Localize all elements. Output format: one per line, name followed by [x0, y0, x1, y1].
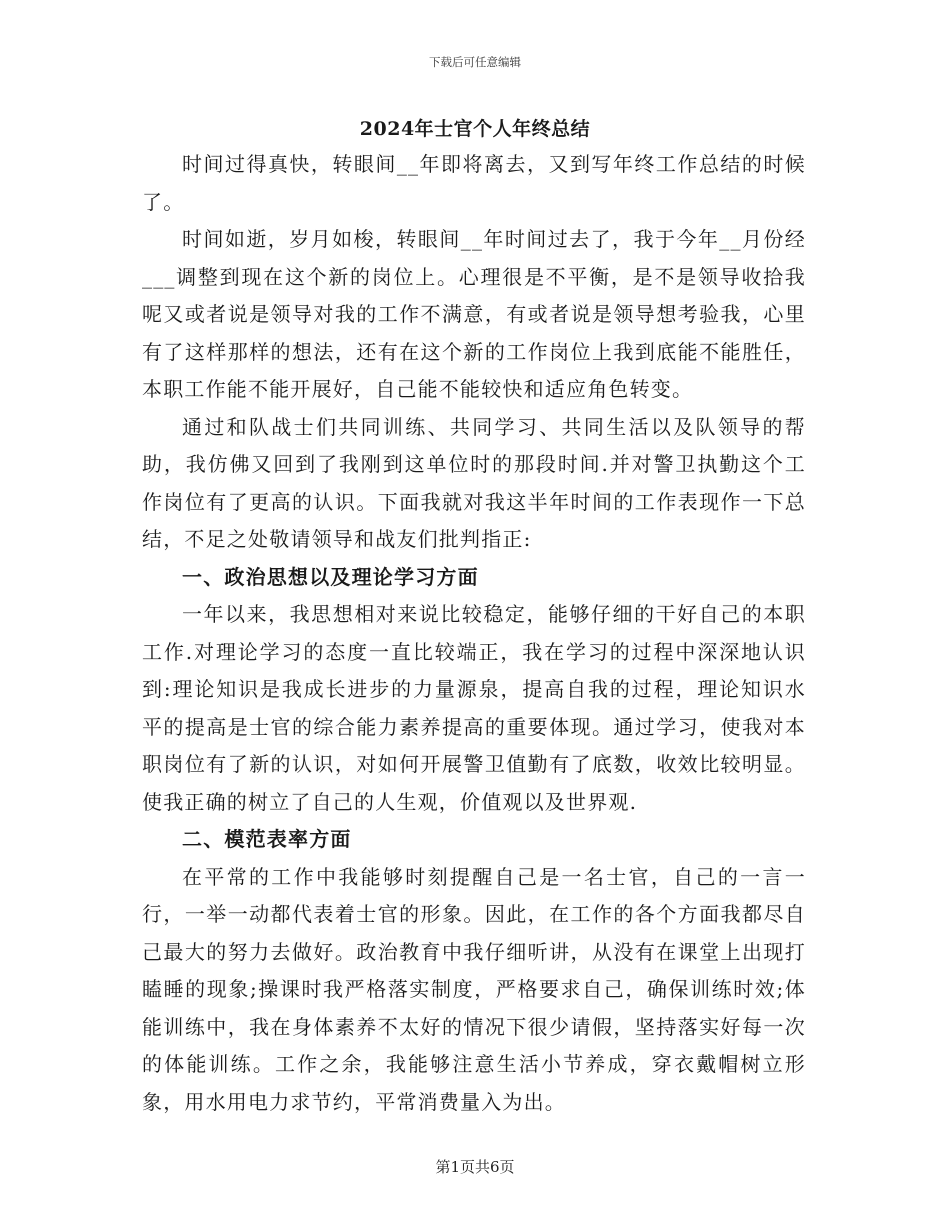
header-note: 下载后可任意编辑: [429, 55, 521, 69]
paragraph-role-model: 在平常的工作中我能够时刻提醒自己是一名士官，自己的一言一行，一举一动都代表着士官的形象。因此，在工作的各个方面我都尽自己最大的努力去做好。政治教育中我仔细听讲，从没有在课堂上出现打瞌睡的现象;操课时我严格落实制度，严格要求自己，确保训练时效;体能训练中，我在身体素养不太好的情况下很少请假，坚持落实好每一次的体能训练。工作之余，我能够注意生活小节养成，穿衣戴帽树立形象，用水用电力求节约，平常消费量入为出。: [142, 864, 806, 1114]
paragraph-intro: 时间过得真快，转眼间__年即将离去，又到写年终工作总结的时候了。: [142, 152, 806, 214]
paragraph-political-study: 一年以来，我思想相对来说比较稳定，能够仔细的干好自己的本职工作.对理论学习的态度一直比较端正，我在学习的过程中深深地认识到:理论知识是我成长进步的力量源泉，提高自我的过程，理论知识水平的提高是士官的综合能力素养提高的重要体现。通过学习，使我对本职岗位有了新的认识，对如何开展警卫值勤有了底数，收效比较明显。使我正确的树立了自己的人生观，价值观以及世界观.: [142, 602, 806, 814]
document-body: [142, 146, 806, 1121]
paragraph-transition: 通过和队战士们共同训练、共同学习、共同生活以及队领导的帮助，我仿佛又回到了我刚到这单位时的那段时间.并对警卫执勤这个工作岗位有了更高的认识。下面我就对我这半年时间的工作表现作一下总结，不足之处敬请领导和战友们批判指正:: [142, 414, 806, 551]
section-heading-role-model: 二、模范表率方面: [182, 827, 352, 851]
section-heading-political-study: 一、政治思想以及理论学习方面: [182, 564, 479, 589]
paragraph-reflection: 时间如逝，岁月如梭，转眼间__年时间过去了，我于今年__月份经___调整到现在这个新的岗位上。心理很是不平衡，是不是领导收拾我呢又或者说是领导对我的工作不满意，有或者说是领导想考验我，心里有了这样那样的想法，还有在这个新的工作岗位上我到底能不能胜任，本职工作能不能开展好，自己能不能较快和适应角色转变。: [142, 227, 806, 401]
document-title: 2024年士官个人年终总结: [359, 118, 591, 140]
page-number: 第1页共6页: [435, 1158, 515, 1176]
